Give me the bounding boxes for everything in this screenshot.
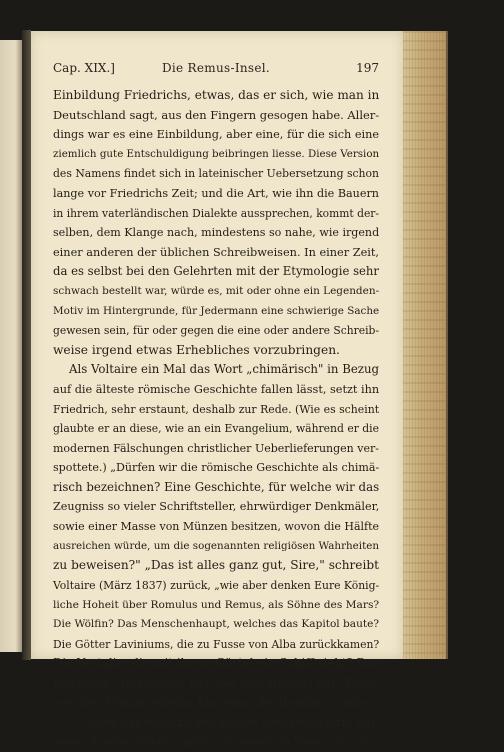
text-line: lange vor Friedrichs Zeit; und die Art, wie ihn die Bauern xyxy=(53,186,379,200)
text-line: liche Hoheit über Romulus und Remus, als Söhne des Mars? xyxy=(53,598,380,612)
text-line: Zeugniss so vieler Schriftsteller, ehrwürdiger Denkmäler, xyxy=(53,500,380,514)
chapter-label: Cap. XIX.] xyxy=(53,61,115,75)
text-line: Palladium? Das Schild, welches vom Himmel fiel? Enfin, xyxy=(53,675,379,690)
text-line: glaubte er an diese, wie an ein Evangelium, während er die xyxy=(53,422,379,436)
text-line: zu beweisen?" „Das ist alles ganz gut, Sire," schreibt xyxy=(53,558,379,573)
running-title: Die Remus-Insel. xyxy=(161,61,270,75)
text-line: risch bezeichnen? Eine Geschichte, für welche wir das xyxy=(53,479,380,494)
running-header xyxy=(53,61,379,79)
text-line: Motiv im Hintergrunde, für Jedermann eine schwierige Sache xyxy=(53,304,380,317)
page-edge-stack xyxy=(400,31,448,659)
text-line: ausreichen würde, um die sogenannten religiösen Wahrheiten xyxy=(53,539,379,552)
text-line: wie über Mutius Scävola, Lucretius, die Horatier, Curtius? xyxy=(53,696,379,710)
text-line: auf die älteste römische Geschichte fallen lässt, setzt ihn xyxy=(53,382,380,396)
text-line: selben, dem Klange nach, mindestens so nahe, wie irgend xyxy=(53,226,380,240)
text-line: sammt unseren Sainte ampoule, chemise de la Vierge, etc. etc." xyxy=(53,736,379,748)
text-line: gewesen sein, für oder gegen die eine oder andere Schreib- xyxy=(53,324,379,338)
text-line: Einbildung Friedrichs, etwas, das er sich, wie man in xyxy=(53,88,380,102)
text-line: Deutschland sagt, aus den Fingern gesogen habe. Aller- xyxy=(53,107,380,122)
text-line: ziemlich gute Entschuldigung beibringen liesse. Diese Version xyxy=(53,147,380,160)
book-gutter xyxy=(22,30,31,660)
text-line: modernen Fälschungen christlicher Ueberlieferungen ver- xyxy=(53,441,379,455)
page-body xyxy=(53,86,379,752)
text-line: Die Vestalin, die mit ihrem Gürtel ein Schiff zieht? Das xyxy=(53,656,380,671)
text-line: sowie einer Masse von Münzen besitzen, wovon die Hälfte xyxy=(53,520,379,534)
text-line: Als Voltaire ein Mal das Wort „chimärisch" in Bezug xyxy=(69,362,380,377)
text-line: . . . . . Alles das muss zu den Hallen Odins wandern, mit- xyxy=(53,715,380,729)
text-line: weise irgend etwas Erhebliches vorzubringen. xyxy=(53,342,340,357)
text-line: in ihrem vaterländischen Dialekte aussprechen, kommt der- xyxy=(53,206,379,220)
text-line: Voltaire (März 1837) zurück, „wie aber denken Eure König- xyxy=(53,578,380,592)
text-line: des Namens findet sich in lateinischer Uebersetzung schon xyxy=(53,167,379,181)
text-line: Die Wölfin? Das Menschenhaupt, welches das Kapitol baute? xyxy=(53,618,379,631)
page-edge-texture xyxy=(400,31,446,659)
text-line: einer anderen der üblichen Schreibweisen. In einer Zeit, xyxy=(53,245,379,259)
book-page xyxy=(31,31,403,748)
text-line: da es selbst bei den Gelehrten mit der Etymologie sehr xyxy=(53,264,379,279)
text-line: Friedrich, sehr erstaunt, deshalb zur Rede. (Wie es scheint xyxy=(53,402,380,416)
text-line: Die Götter Laviniums, die zu Fusse von Alba zurückkamen? xyxy=(53,637,380,651)
text-line: spottete.) „Dürfen wir die römische Geschichte als chimä- xyxy=(53,461,380,475)
page-number: 197 xyxy=(356,61,379,75)
text-line: dings war es eine Einbildung, aber eine, für die sich eine xyxy=(53,128,380,142)
text-line: schwach bestellt war, würde es, mit oder ohne ein Legenden- xyxy=(53,284,380,297)
facing-page-edge xyxy=(0,40,22,652)
